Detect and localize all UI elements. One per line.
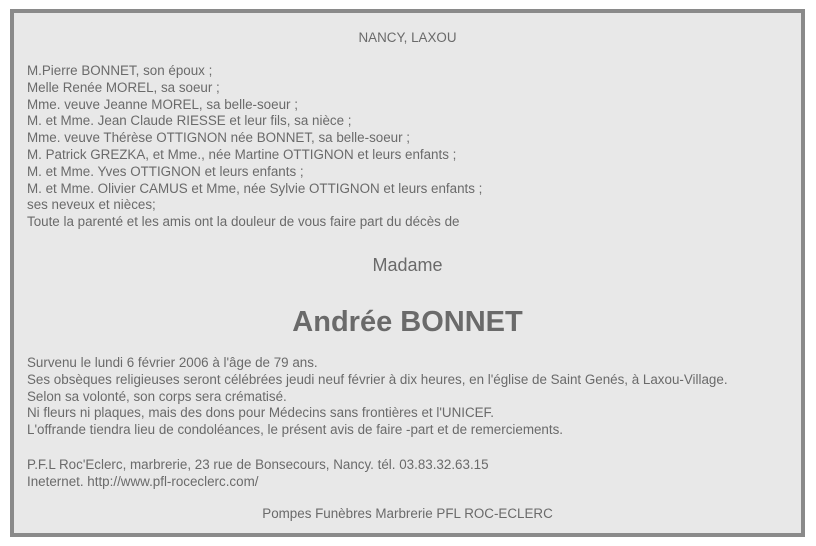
mourner-line: M. et Mme. Jean Claude RIESSE et leur fils, sa nièce ; [27, 113, 352, 129]
contact-address: P.F.L Roc'Eclerc, marbrerie, 23 rue de Bonsecours, Nancy. tél. 03.83.32.63.15 [27, 457, 489, 472]
detail-line: L'offrande tiendra lieu de condoléances, le présent avis de faire -part et de remerciements. [27, 422, 564, 438]
mourner-line: M. et Mme. Yves OTTIGNON et leurs enfants ; [27, 163, 304, 179]
honorific-title: Madame [372, 255, 443, 275]
mourner-line: Melle Renée MOREL, sa soeur ; [27, 79, 220, 95]
mourner-line: ses neveux et nièces; [27, 197, 156, 213]
mourner-line: M. Patrick GREZKA, et Mme., née Martine OTTIGNON et leurs enfants ; [27, 146, 457, 162]
footer-signature: Pompes Funèbres Marbrerie PFL ROC-ECLERC [262, 506, 553, 521]
detail-line: Survenu le lundi 6 février 2006 à l'âge de 79 ans. [27, 355, 318, 370]
details-list [27, 355, 728, 439]
detail-line: Ses obsèques religieuses seront célébrées jeudi neuf février à dix heures, en l'église de Saint Genés, à Laxou-Village. [27, 371, 728, 387]
location-heading: NANCY, LAXOU [358, 30, 457, 45]
detail-line: Ni fleurs ni plaques, mais des dons pour Médecins sans frontières et l'UNICEF. [27, 405, 494, 421]
mourner-line: Mme. veuve Thérèse OTTIGNON née BONNET, sa belle-soeur ; [27, 130, 411, 146]
contact-website: Ineternet. http://www.pfl-roceclerc.com/ [27, 473, 259, 489]
mourner-line: M.Pierre BONNET, son époux ; [27, 63, 213, 78]
contact-info [27, 457, 489, 491]
obituary-notice [10, 9, 805, 537]
mourner-line: M. et Mme. Olivier CAMUS et Mme, née Sylvie OTTIGNON et leurs enfants ; [27, 180, 483, 196]
announcement-line: Toute la parenté et les amis ont la douleur de vous faire part du décès de [27, 214, 460, 230]
detail-line: Selon sa volonté, son corps sera crématisé. [27, 388, 287, 404]
deceased-name: Andrée BONNET [292, 306, 523, 338]
mourners-list [27, 63, 482, 231]
mourner-line: Mme. veuve Jeanne MOREL, sa belle-soeur ; [27, 96, 298, 112]
